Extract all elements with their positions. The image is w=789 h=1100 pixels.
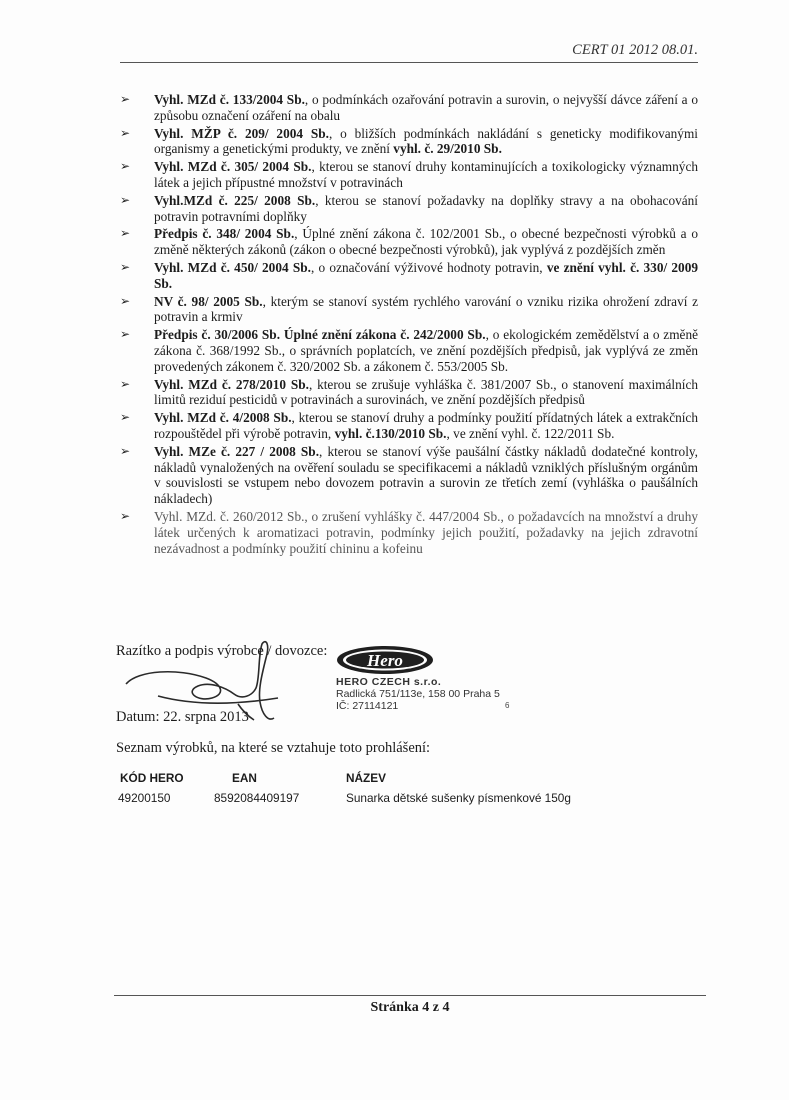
company-address: Radlická 751/113e, 158 00 Praha 5: [336, 688, 500, 700]
regulation-bold: Vyhl. MZd č. 450/ 2004 Sb.: [154, 259, 311, 275]
regulations-list: [118, 92, 698, 558]
list-item: [118, 159, 698, 191]
list-item: [118, 294, 698, 326]
regulation-bold2: vyhl. č. 29/2010 Sb.: [393, 141, 502, 157]
regulation-bold: Vyhl. MZe č. 227 / 2008 Sb.: [154, 443, 320, 459]
date-label: Datum: 22. srpna 2013: [116, 709, 249, 725]
regulation-text: Vyhl. MZd. č. 260/2012 Sb., o zrušení vyhlášky č. 447/2004 Sb., o požadavcích na množství a druhy látek určených k aromatizaci potravin, podmínky jejich použití, požadavky na jejich zdravotní nezávadnost a podmínky použití chininu a kofeinu: [154, 508, 698, 556]
hero-logo: [336, 645, 434, 675]
products-header-row: [114, 771, 575, 791]
product-code: 49200150: [118, 791, 171, 805]
arrow-bullet-icon: ➢: [120, 92, 131, 106]
regulation-bold2: ve znění vyhl. č. 330/ 2009 Sb.: [154, 259, 698, 291]
list-item: [118, 260, 698, 292]
regulation-text: , o podmínkách ozařování potravin a surovin, o nejvyšší dávce záření a o způsobu označení ozáření na obalu: [154, 92, 698, 123]
arrow-bullet-icon: ➢: [120, 376, 131, 391]
list-item: [118, 193, 698, 225]
regulation-text: , o označování výživové hodnoty potravin,: [310, 259, 547, 275]
hero-logo-text: Hero: [367, 651, 403, 670]
products-table: [114, 771, 575, 805]
arrow-bullet-icon: ➢: [120, 327, 131, 342]
header-ean: EAN: [232, 771, 257, 785]
product-ean: 8592084409197: [214, 791, 300, 805]
stamp-number: 6: [505, 701, 510, 710]
header-kod-hero: KÓD HERO: [120, 771, 184, 785]
regulation-text: , o ekologickém zemědělství a o změně zákona č. 368/1992 Sb., o správních poplatcích, ve znění pozdějších předpisů, jak vyplývá ze změn provedených zákonem č. 320/2002 Sb. a zákonem č. 553/2005 Sb.: [154, 327, 698, 374]
regulation-bold: Předpis č. 30/2006 Sb. Úplné znění zákona č. 242/2000 Sb.: [154, 327, 486, 343]
regulation-bold: Vyhl. MZd č. 278/2010 Sb.: [154, 376, 309, 392]
arrow-bullet-icon: ➢: [120, 159, 131, 174]
regulation-text: , kterou se stanoví druhy kontaminujících a toxikologicky významných látek a jejich přípustné množství v potravinách: [154, 159, 699, 190]
regulation-bold: Vyhl. MŽP č. 209/ 2004 Sb.: [154, 125, 329, 141]
arrow-bullet-icon: ➢: [120, 125, 131, 140]
arrow-bullet-icon: ➢: [120, 443, 131, 458]
arrow-bullet-icon: ➢: [120, 259, 131, 274]
products-intro: Seznam výrobků, na které se vztahuje toto prohlášení:: [116, 740, 431, 756]
regulation-bold: NV č. 98/ 2005 Sb.: [154, 293, 263, 309]
regulation-text2: , ve znění vyhl. č. 122/2011 Sb.: [446, 425, 615, 441]
regulation-text: , kterou se stanoví výše paušální částky nákladů dodatečné kontroly, nákladů vynaložených na ověření souladu se specifikacemi a nákladů vzniklých příslušným orgánům v souvislosti se vstupem nebo dovozem potravin a surovin ze třetích zemí (vyhláška o paušálních nákladech): [154, 443, 698, 507]
list-item: [118, 92, 698, 124]
company-stamp: [336, 676, 500, 712]
arrow-bullet-icon: ➢: [120, 226, 131, 241]
header-nazev: NÁZEV: [346, 771, 386, 785]
list-item: [118, 226, 698, 258]
regulation-text: , kterou se stanoví požadavky na doplňky stravy a na obohacování potravin potravními doplňky: [154, 192, 698, 224]
arrow-bullet-icon: ➢: [120, 293, 131, 308]
regulation-text: , kterou se stanoví druhy a podmínky použití přídatných látek a extrakčních rozpouštědel při výrobě potravin,: [154, 410, 698, 441]
list-item: [118, 327, 698, 374]
arrow-bullet-icon: ➢: [120, 410, 131, 425]
company-ic: IČ: 27114121: [336, 700, 399, 712]
footer-divider: [114, 995, 706, 996]
product-name: Sunarka dětské sušenky písmenkové 150g: [346, 791, 571, 805]
arrow-bullet-icon: ➢: [120, 192, 131, 207]
regulation-bold: Předpis č. 348/ 2004 Sb.: [154, 226, 295, 242]
regulation-text: , Úplné znění zákona č. 102/2001 Sb., o obecné bezpečnosti výrobků a o změně některých zákonů (zákon o obecné bezpečnosti výrobků), jak vyplývá z pozdějších změn: [154, 226, 698, 258]
regulation-bold: Vyhl. MZd č. 305/ 2004 Sb.: [154, 159, 312, 175]
regulation-bold2: vyhl. č.130/2010 Sb.: [334, 425, 447, 441]
list-item: [118, 377, 698, 409]
regulation-text: , o bližších podmínkách nakládání s geneticky modifikovanými organismy a genetickými produkty, ve znění: [154, 125, 698, 157]
list-item: [118, 126, 698, 158]
regulation-text: , kterým se stanoví systém rychlého varování o vzniku rizika ohrožení zdraví z potravin a krmiv: [154, 293, 699, 325]
arrow-bullet-icon: ➢: [120, 508, 131, 523]
regulation-bold: Vyhl. MZd č. 133/2004 Sb.: [154, 92, 305, 107]
stamp-signature-label: Razítko a podpis výrobce / dovozce:: [116, 643, 328, 659]
list-item: [118, 444, 698, 507]
list-item: [118, 509, 698, 556]
document-code: CERT 01 2012 08.01.: [120, 42, 698, 63]
page-number: Stránka 4 z 4: [370, 1000, 450, 1015]
list-item: [118, 410, 698, 442]
regulation-text: , kterou se zrušuje vyhláška č. 381/2007 Sb., o stanovení maximálních limitů reziduí pesticidů v potravinách a surovinách, ve znění pozdějších předpisů: [154, 376, 698, 408]
table-row: [114, 791, 575, 805]
regulation-bold: Vyhl. MZd č. 4/2008 Sb.: [154, 410, 292, 426]
company-name: HERO CZECH s.r.o.: [336, 676, 442, 688]
regulation-bold: Vyhl.MZd č. 225/ 2008 Sb.: [154, 192, 316, 208]
